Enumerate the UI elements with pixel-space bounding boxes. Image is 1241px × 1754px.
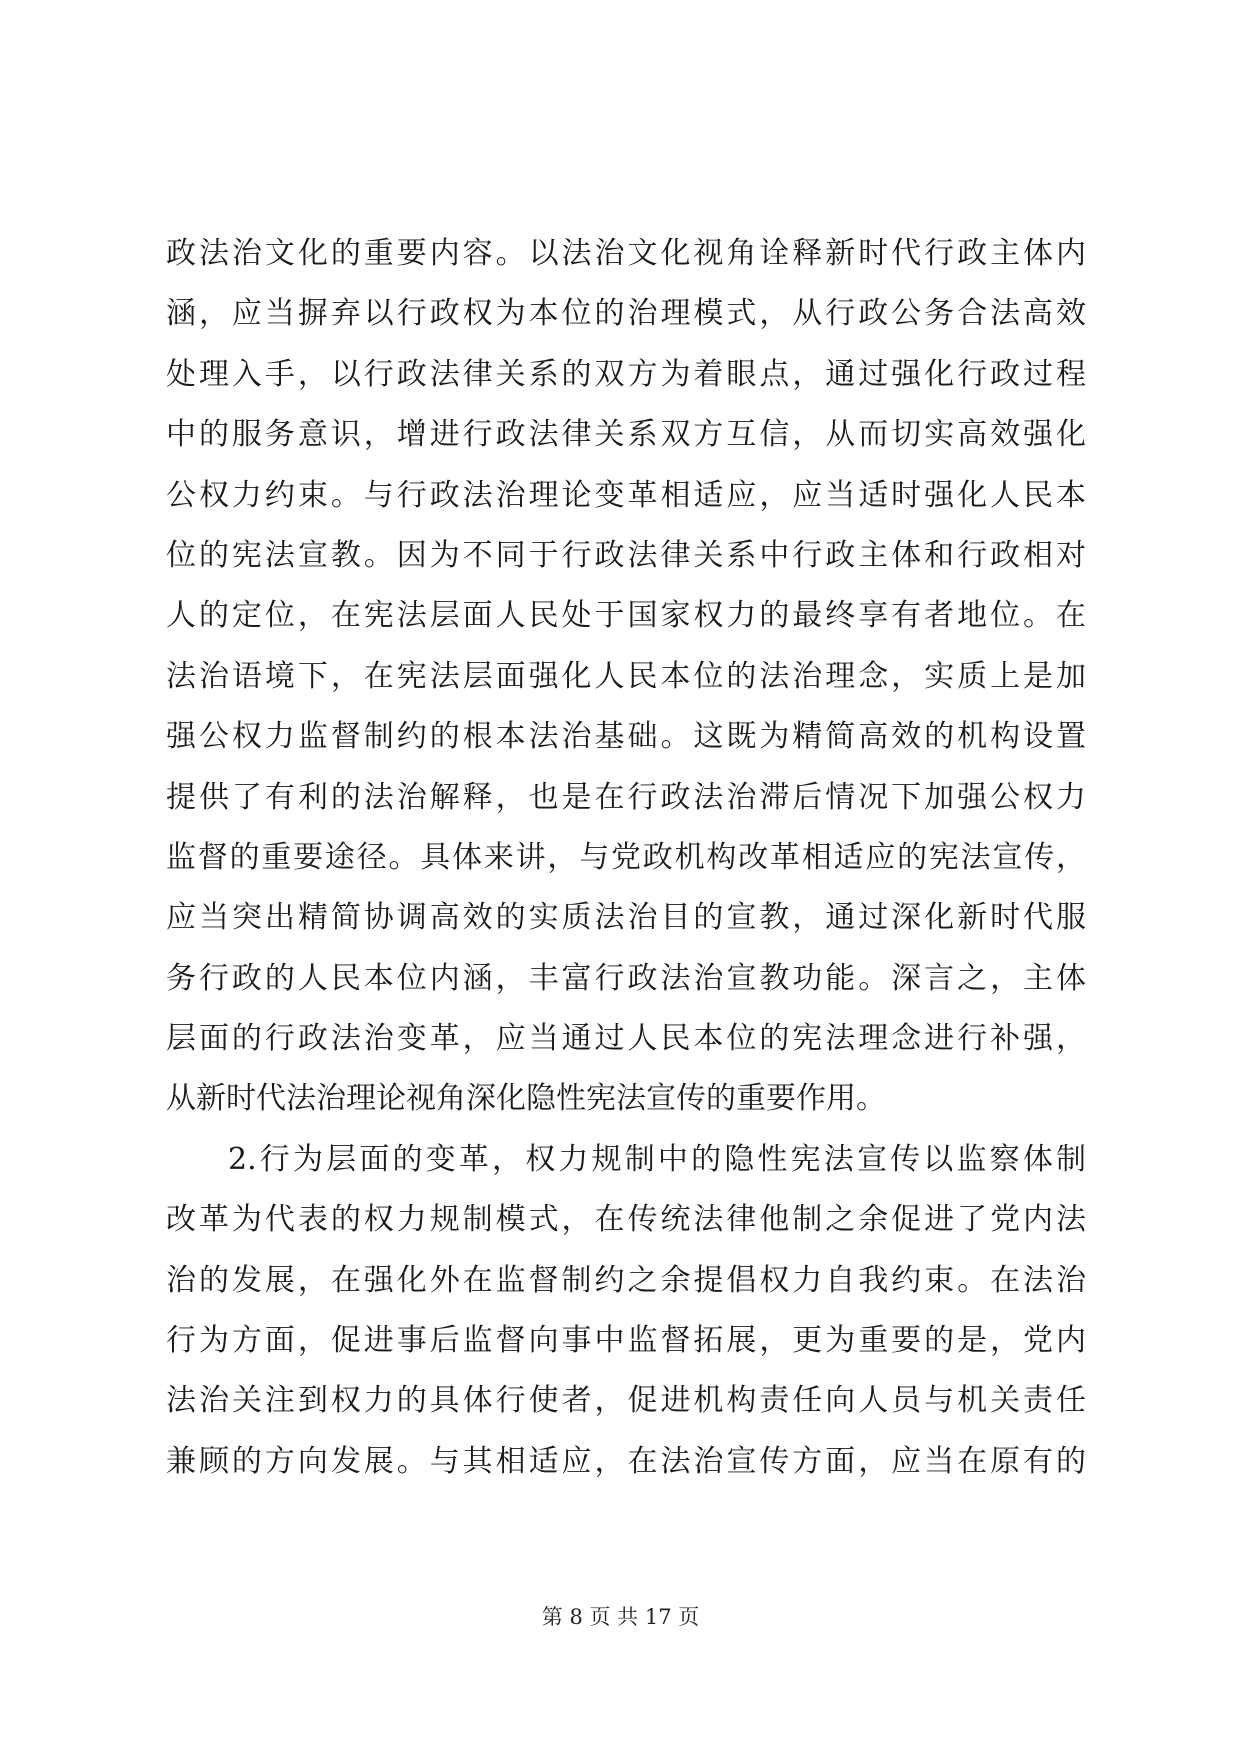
text-line: 人的定位，在宪法层面人民处于国家权力的最终享有者地位。在 bbox=[166, 598, 1086, 634]
text-line: 政法治文化的重要内容。以法治文化视角诠释新时代行政主体内 bbox=[166, 236, 1086, 271]
body-text bbox=[166, 224, 1086, 1492]
text-line: 位的宪法宣教。因为不同于行政法律关系中行政主体和行政相对 bbox=[166, 537, 1086, 573]
paragraph-2 bbox=[166, 1130, 1086, 1492]
text-line: 处理入手，以行政法律关系的双方为着眼点，通过强化行政过程 bbox=[166, 356, 1086, 392]
text-line: 法治关注到权力的具体行使者，促进机构责任向人员与机关责任 bbox=[166, 1383, 1086, 1419]
text-line: 从新时代法治理论视角深化隐性宪法宣传的重要作用。 bbox=[166, 1081, 886, 1117]
paragraph-1 bbox=[166, 224, 1086, 1130]
text-line: 涵，应当摒弃以行政权为本位的治理模式，从行政公务合法高效 bbox=[166, 296, 1086, 332]
page-number-label: 第 8 页 共 17 页 bbox=[541, 1605, 700, 1629]
text-line: 行为方面，促进事后监督向事中监督拓展，更为重要的是，党内 bbox=[166, 1323, 1086, 1359]
text-line: 层面的行政法治变革，应当通过人民本位的宪法理念进行补强， bbox=[166, 1021, 1086, 1057]
text-line: 监督的重要途径。具体来讲，与党政机构改革相适应的宪法宣传， bbox=[166, 839, 1086, 875]
page-footer bbox=[0, 1601, 1241, 1631]
text-line: 治的发展，在强化外在监督制约之余提倡权力自我约束。在法治 bbox=[166, 1262, 1086, 1298]
text-line: 应当突出精简协调高效的实质法治目的宣教，通过深化新时代服 bbox=[166, 900, 1086, 936]
text-line: 务行政的人民本位内涵，丰富行政法治宣教功能。深言之，主体 bbox=[166, 960, 1086, 996]
text-line: 法治语境下，在宪法层面强化人民本位的法治理念，实质上是加 bbox=[166, 658, 1086, 694]
text-line: 提供了有利的法治解释，也是在行政法治滞后情况下加强公权力 bbox=[166, 779, 1086, 815]
text-line: 强公权力监督制约的根本法治基础。这既为精简高效的机构设置 bbox=[166, 719, 1086, 755]
text-line: 改革为代表的权力规制模式，在传统法律他制之余促进了党内法 bbox=[166, 1202, 1086, 1238]
text-line: 兼顾的方向发展。与其相适应，在法治宣传方面，应当在原有的 bbox=[166, 1443, 1086, 1479]
text-line: 中的服务意识，增进行政法律关系双方互信，从而切实高效强化 bbox=[166, 417, 1086, 453]
text-line: 2.行为层面的变革，权力规制中的隐性宪法宣传以监察体制 bbox=[228, 1141, 1086, 1177]
text-line: 公权力约束。与行政法治理论变革相适应，应当适时强化人民本 bbox=[166, 477, 1086, 513]
